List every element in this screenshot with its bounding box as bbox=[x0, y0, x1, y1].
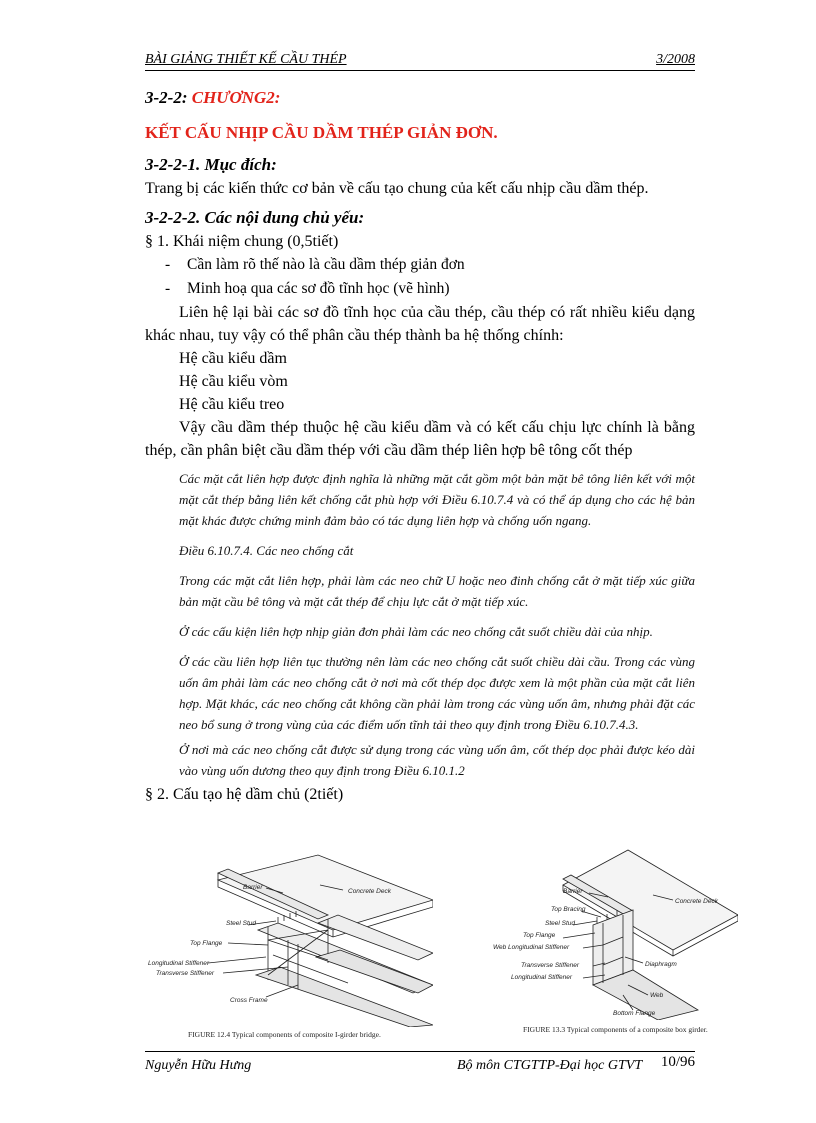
section-content-heading: 3-2-2-2. Các nội dung chủ yếu: bbox=[145, 208, 365, 227]
label-longitudinal-stiffener: Longitudinal Stiffener bbox=[148, 960, 210, 967]
footer-author: Nguyễn Hữu Hưng bbox=[145, 1058, 252, 1073]
system-item: Hệ cầu kiểu treo bbox=[179, 396, 285, 413]
label-diaphragm: Diaphragm bbox=[645, 961, 677, 968]
label-barrier: Barrier bbox=[243, 884, 263, 891]
quote-paragraph: Ở các cấu kiện liên hợp nhịp giản đơn phải làm các neo chống cắt suốt chiều dài của nhịp. bbox=[179, 624, 653, 639]
main-content bbox=[145, 85, 695, 806]
chapter-heading bbox=[145, 85, 695, 111]
system-item: Hệ cầu kiểu vòm bbox=[179, 373, 288, 390]
page-header bbox=[145, 52, 695, 71]
i-girder-drawing bbox=[148, 845, 433, 1027]
label-steel-stud: Steel Stud bbox=[226, 920, 256, 927]
label-longitudinal-stiffener: Longitudinal Stiffener bbox=[511, 974, 573, 981]
label-web-longitudinal-stiffener: Web Longitudinal Stiffener bbox=[493, 944, 570, 951]
footer-department: Bộ môn CTGTTP-Đại học GTVT bbox=[457, 1058, 643, 1073]
paragraph-steel-girder: Vậy cầu dầm thép thuộc hệ cầu kiểu dầm và có kết cấu chịu lực chính là bằng thép, cần phân biệt cầu dầm thép với cầu dầm thép liên hợp bê tông cốt thép bbox=[145, 419, 695, 459]
item-general-concept: § 1. Khái niệm chung (0,5tiết) bbox=[145, 233, 339, 250]
quote-paragraph: Ở nơi mà các neo chống cắt được sử dụng trong các vùng uốn âm, cốt thép dọc phải được kéo dài vào vùng uốn dương theo quy định trong Điều 6.10.1.2 bbox=[179, 742, 695, 778]
label-top-flange: Top Flange bbox=[523, 932, 556, 939]
dash-item: - Minh hoạ qua các sơ đồ tĩnh học (vẽ hình) bbox=[165, 280, 450, 297]
label-transverse-stiffener: Transverse Stiffener bbox=[521, 962, 580, 969]
paragraph-bridge-types: Liên hệ lại bài các sơ đồ tĩnh học của cầu thép, cầu thép có rất nhiều kiểu dạng khác nhau, tuy vậy có thể phân cầu thép thành ba hệ thống chính: bbox=[145, 304, 695, 344]
label-web: Web bbox=[650, 992, 664, 999]
label-steel-stud: Steel Stud bbox=[545, 920, 575, 927]
chapter-name: CHƯƠNG2: bbox=[191, 88, 281, 107]
box-girder-drawing bbox=[493, 845, 738, 1020]
label-transverse-stiffener: Transverse Stiffener bbox=[156, 970, 215, 977]
figure-caption: FIGURE 12.4 Typical components of composite I-girder bridge. bbox=[188, 1030, 381, 1039]
label-bottom-flange: Bottom Flange bbox=[613, 1010, 656, 1017]
dash-item: - Cần làm rõ thế nào là cầu dầm thép giản đơn bbox=[165, 256, 465, 273]
chapter-number: 3-2-2: bbox=[145, 88, 188, 107]
quote-paragraph: Điều 6.10.7.4. Các neo chống cắt bbox=[179, 543, 354, 558]
quote-paragraph: Trong các mặt cắt liên hợp, phải làm các neo chữ U hoặc neo đinh chống cắt ở mặt tiếp xúc giữa bản mặt cầu bê tông và mặt cắt thép để chịu lực cắt ở mặt tiếp xúc. bbox=[179, 573, 695, 609]
quote-paragraph: Các mặt cắt liên hợp được định nghĩa là những mặt cắt gồm một bản mặt bê tông liên kết với một mặt cắt thép bằng liên kết chống cắt phù hợp với Điều 6.10.7.4 và có thể áp dụng cho các hệ bản mặt khác được chứng minh đảm bảo có tác dụng liên hợp và chống uốn ngang. bbox=[179, 471, 695, 528]
label-cross-frame: Cross Frame bbox=[230, 997, 268, 1004]
item-main-girder: § 2. Cấu tạo hệ dầm chủ (2tiết) bbox=[145, 786, 344, 803]
page-number: 10/96 bbox=[660, 1054, 695, 1070]
quote-paragraph: Ở các cầu liên hợp liên tục thường nên làm các neo chống cắt suốt chiều dài cầu. Trong các vùng uốn âm phải làm các neo chống cắt ở nơi mà cốt thép dọc được xem là một phần của mặt cắt liên hợp. Mặt khác, các neo chống cắt không cần phải làm trong các vùng uốn âm, nhưng phải đặt các neo bổ sung ở trong vùng của các điểm uốn tĩnh tải theo quy định trong Điều 6.10.7.4.3. bbox=[179, 654, 695, 732]
label-concrete-deck: Concrete Deck bbox=[675, 898, 718, 905]
figures-area bbox=[148, 845, 738, 1045]
figure-caption: FIGURE 13.3 Typical components of a composite box girder. bbox=[523, 1025, 708, 1034]
label-barrier: Barrier bbox=[563, 888, 583, 895]
label-top-bracing: Top Bracing bbox=[551, 906, 586, 913]
figure-i-girder bbox=[148, 845, 433, 1045]
header-title: BÀI GIẢNG THIẾT KẾ CẦU THÉP bbox=[145, 52, 347, 67]
section-purpose-text: Trang bị các kiến thức cơ bản về cấu tạo chung của kết cấu nhịp cầu dầm thép. bbox=[145, 180, 649, 197]
figure-box-girder bbox=[493, 845, 738, 1045]
label-top-flange: Top Flange bbox=[190, 940, 223, 947]
label-concrete-deck: Concrete Deck bbox=[348, 888, 391, 895]
page-footer bbox=[145, 1051, 695, 1074]
chapter-title: KẾT CẤU NHỊP CẦU DẦM THÉP GIẢN ĐƠN. bbox=[145, 123, 498, 142]
section-purpose-heading: 3-2-2-1. Mục đích: bbox=[145, 155, 277, 174]
system-item: Hệ cầu kiểu dầm bbox=[179, 350, 287, 367]
header-date: 3/2008 bbox=[656, 52, 695, 67]
